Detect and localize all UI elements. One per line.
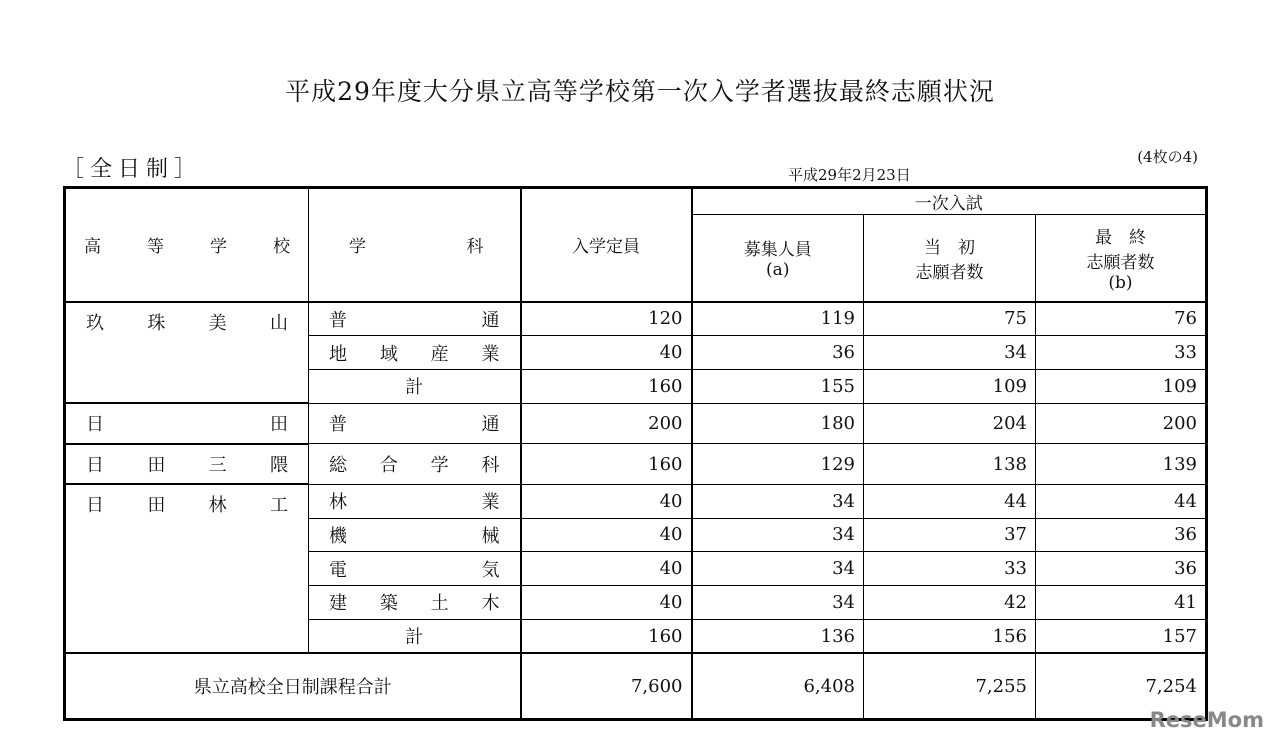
cell-init: 42	[864, 586, 1036, 620]
table-row	[65, 302, 1207, 336]
total-cap: 7,600	[521, 653, 692, 720]
cell-init: 156	[864, 619, 1036, 653]
total-fin: 7,254	[1036, 653, 1207, 720]
cell-cap: 40	[521, 552, 692, 586]
cell-fin: 76	[1036, 302, 1207, 336]
cell-rec: 129	[692, 444, 864, 485]
cell-rec: 136	[692, 619, 864, 653]
table-row	[65, 403, 1207, 444]
course-name: 地域産業	[309, 336, 521, 370]
total-label: 県立高校全日制課程合計	[65, 653, 521, 720]
header-school: 高等学校	[65, 188, 309, 302]
page-label: (4枚の4)	[1137, 148, 1198, 166]
cell-init: 138	[864, 444, 1036, 485]
cell-fin: 44	[1036, 484, 1207, 518]
cell-init: 34	[864, 336, 1036, 370]
course-name: 計	[309, 369, 521, 403]
cell-fin: 200	[1036, 403, 1207, 444]
cell-cap: 40	[521, 484, 692, 518]
header-capacity: 入学定員	[521, 188, 692, 302]
cell-init: 33	[864, 552, 1036, 586]
header-course: 学科	[309, 188, 521, 302]
cell-cap: 120	[521, 302, 692, 336]
cell-fin: 139	[1036, 444, 1207, 485]
cell-rec: 34	[692, 586, 864, 620]
applicants-table	[63, 186, 1208, 721]
header-final: 最 終 志願者数 (b)	[1036, 215, 1207, 302]
cell-cap: 160	[521, 444, 692, 485]
cell-fin: 157	[1036, 619, 1207, 653]
header-initial: 当 初 志願者数	[864, 215, 1036, 302]
cell-init: 37	[864, 518, 1036, 552]
course-name: 計	[309, 619, 521, 653]
school-name: 日田	[65, 403, 309, 444]
document-title: 平成29年度大分県立高等学校第一次入学者選抜最終志願状況	[285, 77, 995, 106]
cell-rec: 34	[692, 518, 864, 552]
cell-fin: 109	[1036, 369, 1207, 403]
section-label: ［全日制］	[62, 157, 203, 182]
cell-fin: 36	[1036, 552, 1207, 586]
cell-cap: 40	[521, 518, 692, 552]
cell-init: 109	[864, 369, 1036, 403]
cell-cap: 160	[521, 369, 692, 403]
school-name: 日田三隈	[65, 444, 309, 485]
course-name: 建築土木	[309, 586, 521, 620]
total-init: 7,255	[864, 653, 1036, 720]
cell-cap: 160	[521, 619, 692, 653]
total-rec: 6,408	[692, 653, 864, 720]
cell-fin: 33	[1036, 336, 1207, 370]
header-recruit: 募集人員 (a)	[692, 215, 864, 302]
cell-init: 204	[864, 403, 1036, 444]
cell-init: 44	[864, 484, 1036, 518]
course-name: 林業	[309, 484, 521, 518]
cell-rec: 34	[692, 552, 864, 586]
cell-fin: 36	[1036, 518, 1207, 552]
header-exam-group: 一次入試	[692, 188, 1207, 215]
cell-rec: 119	[692, 302, 864, 336]
cell-rec: 180	[692, 403, 864, 444]
cell-rec: 155	[692, 369, 864, 403]
course-name: 普通	[309, 302, 521, 336]
cell-fin: 41	[1036, 586, 1207, 620]
cell-cap: 40	[521, 586, 692, 620]
course-name: 機械	[309, 518, 521, 552]
date-label: 平成29年2月23日	[788, 166, 911, 184]
school-name: 日田林工	[65, 484, 309, 653]
total-row	[65, 653, 1207, 720]
cell-cap: 200	[521, 403, 692, 444]
cell-init: 75	[864, 302, 1036, 336]
cell-rec: 36	[692, 336, 864, 370]
cell-cap: 40	[521, 336, 692, 370]
course-name: 電気	[309, 552, 521, 586]
course-name: 普通	[309, 403, 521, 444]
table-row	[65, 484, 1207, 518]
table-row	[65, 444, 1207, 485]
school-name: 玖珠美山	[65, 302, 309, 404]
cell-rec: 34	[692, 484, 864, 518]
resemom-logo: ReseMom	[1149, 708, 1264, 732]
course-name: 総合学科	[309, 444, 521, 485]
